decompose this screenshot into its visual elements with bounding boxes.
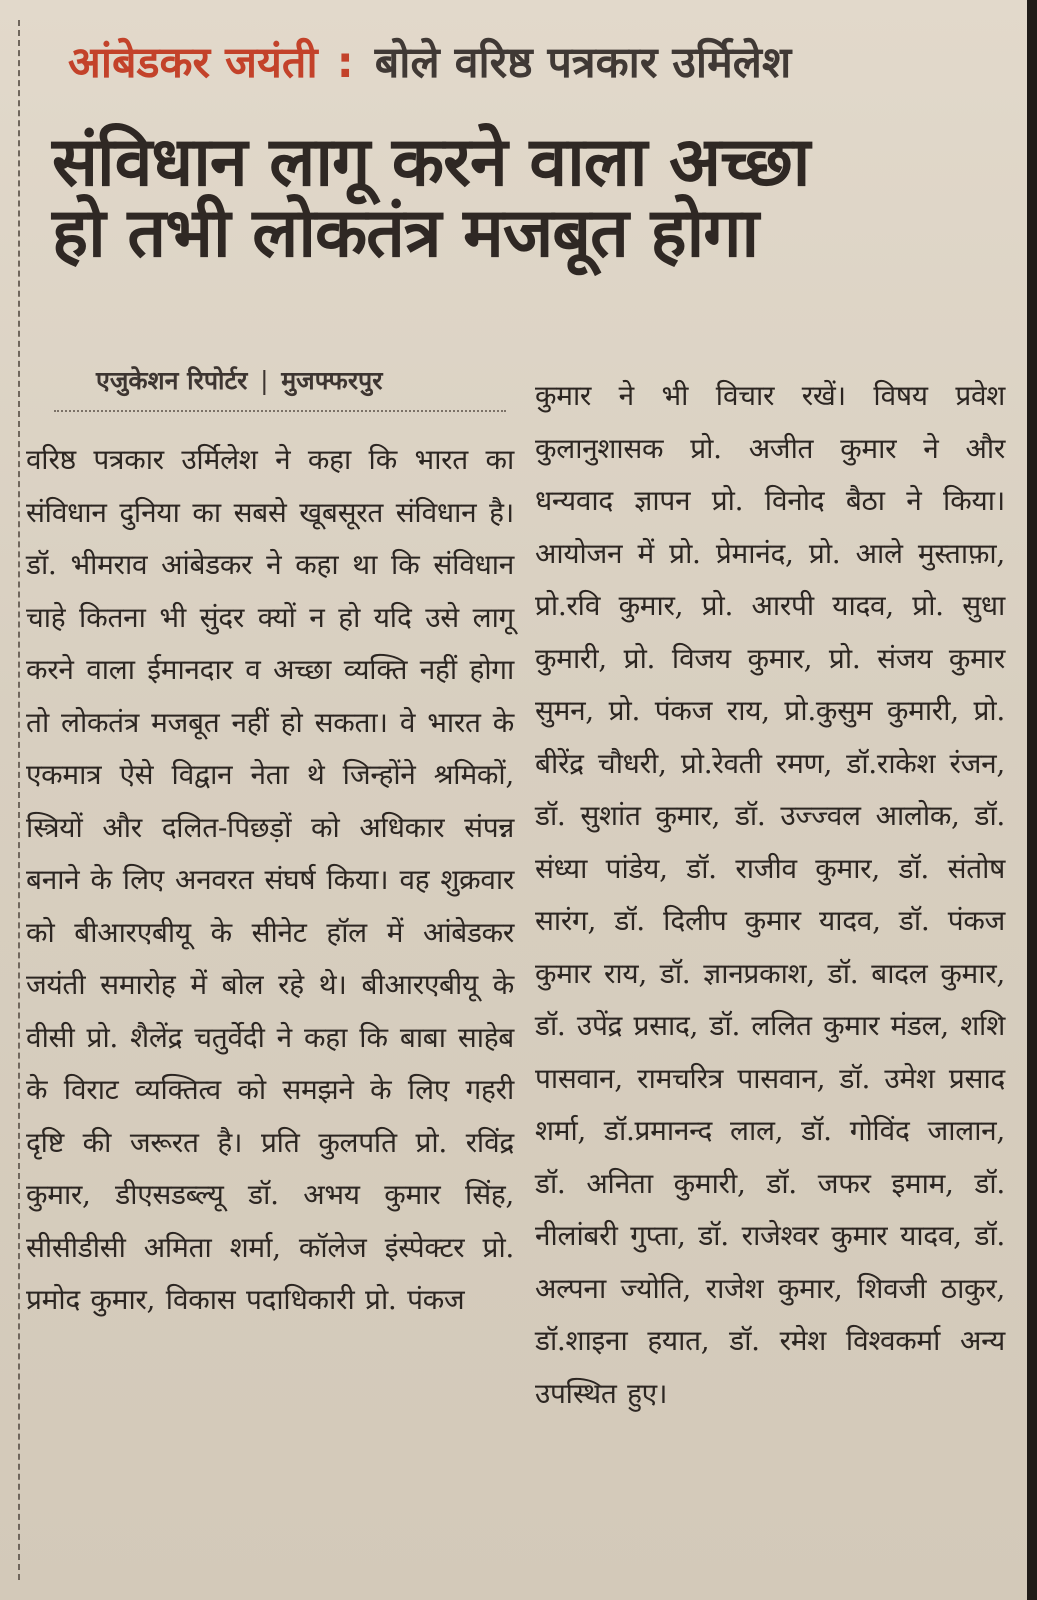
kicker-text: बोले वरिष्ठ पत्रकार उर्मिलेश [374,38,792,88]
byline [96,363,516,397]
kicker [68,40,998,87]
headline-line-1: संविधान लागू करने वाला अच्छा [52,123,810,202]
byline-separator: | [260,366,269,395]
article-body-left: वरिष्ठ पत्रकार उर्मिलेश ने कहा कि भारत का संविधान दुनिया का सबसे खूबसूरत संविधान है। डॉ. भीमराव आंबेडकर ने कहा था कि संविधान चाहे कितना भी सुंदर क्यों न हो यदि उसे लागू करने वाला ईमानदार व अच्छा व्यक्ति नहीं होगा तो लोकतंत्र मजबूत नहीं हो सकता। वे भारत के एकमात्र ऐसे विद्वान नेता थे जिन्होंने श्रमिकों, स्त्रियों और दलित-पिछड़ों को अधिकार संपन्न बनाने के लिए अनवरत संघर्ष किया। वह शुक्रवार को बीआरएबीयू के सीनेट हॉल में आंबेडकर जयंती समारोह में बोल रहे थे। बीआरएबीयू के वीसी प्रो. शैलेंद्र चतुर्वेदी ने कहा कि बाबा साहेब के विराट व्यक्तित्व को समझने के लिए गहरी दृष्टि की जरूरत है। प्रति कुलपति प्रो. रविंद्र कुमार, डीएसडब्ल्यू डॉ. अभय कुमार सिंह, सीसीडीसी अमिता शर्मा, कॉलेज इंस्पेक्टर प्रो. प्रमोद कुमार, विकास पदाधिकारी प्रो. पंकज [26,443,514,1316]
column-divider-left [18,20,20,1580]
article-column-right [535,370,1005,1420]
byline-divider [54,410,506,412]
byline-location: मुजफ्फरपुर [281,366,383,395]
headline-line-2: हो तभी लोकतंत्र मजबूत होगा [52,193,759,273]
kicker-separator: : [336,38,354,88]
article-column-left [26,434,514,1327]
article-body-right: कुमार ने भी विचार रखें। विषय प्रवेश कुलानुशासक प्रो. अजीत कुमार ने और धन्यवाद ज्ञापन प्रो. विनोद बैठा ने किया। आयोजन में प्रो. प्रेमानंद, प्रो. आले मुस्ताफ़ा, प्रो.रवि कुमार, प्रो. आरपी यादव, प्रो. सुधा कुमारी, प्रो. विजय कुमार, प्रो. संजय कुमार सुमन, प्रो. पंकज राय, प्रो.कुसुम कुमारी, प्रो. बीरेंद्र चौधरी, प्रो.रेवती रमण, डॉ.राकेश रंजन, डॉ. सुशांत कुमार, डॉ. उज्ज्वल आलोक, डॉ. संध्या पांडेय, डॉ. राजीव कुमार, डॉ. संतोष सारंग, डॉ. दिलीप कुमार यादव, डॉ. पंकज कुमार राय, डॉ. ज्ञानप्रकाश, डॉ. बादल कुमार, डॉ. उपेंद्र प्रसाद, डॉ. ललित कुमार मंडल, शशि पासवान, रामचरित्र पासवान, डॉ. उमेश प्रसाद शर्मा, डॉ.प्रमानन्द लाल, डॉ. गोविंद जालान, डॉ. अनिता कुमारी, डॉ. जफर इमाम, डॉ. नीलांबरी गुप्ता, डॉ. राजेश्वर कुमार यादव, डॉ. अल्पना ज्योति, राजेश कुमार, शिवजी ठाकुर, डॉ.शाइना हयात, डॉ. रमेश विश्वकर्मा अन्य उपस्थित हुए। [535,379,1005,1410]
kicker-label: आंबेडकर जयंती [68,38,318,88]
page-edge-shadow [1027,0,1037,1600]
byline-reporter: एजुकेशन रिपोर्टर [96,366,248,395]
headline [52,123,992,273]
